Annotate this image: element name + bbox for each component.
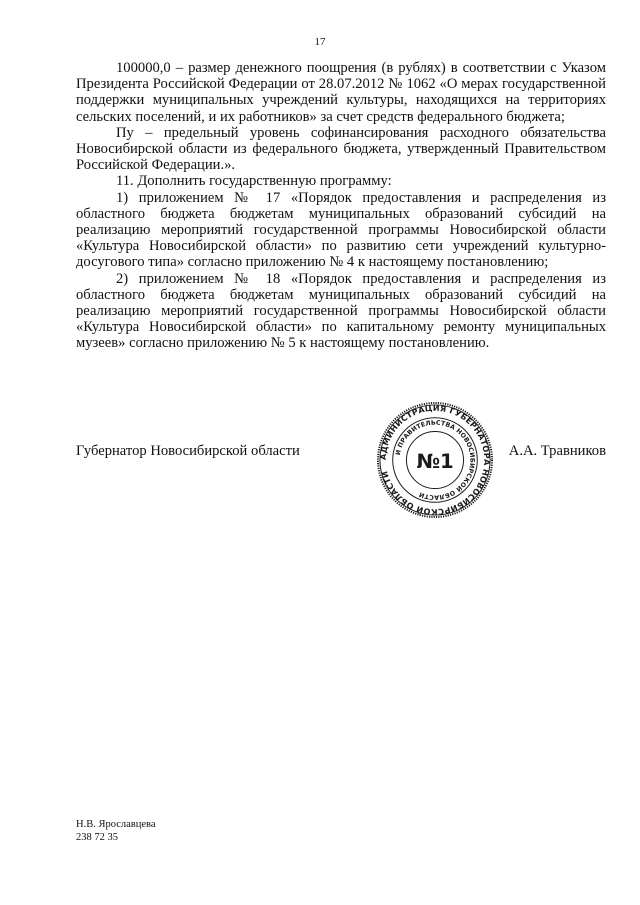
paragraph-reward-amount: 100000,0 – размер денежного поощрения (в рублях) в соответствии с Указом Президента Российской Федерации от 28.07.2012 № 1062 «О мерах государственной поддержки муниципальных учреждений культуры, находящихся на территориях сельских поселений, и их работников» за счет средств федерального бюджета; bbox=[76, 60, 606, 125]
executor-name: Н.В. Ярославцева bbox=[76, 819, 156, 830]
seal-inner-text: И ПРАВИТЕЛЬСТВА НОВОСИБИРСКОЙ ОБЛАСТИ bbox=[394, 419, 476, 501]
signature-block bbox=[76, 443, 606, 463]
paragraph-appendix-18: 2) приложением № 18 «Порядок предоставления и распределения из областного бюджета бюджетам муниципальных образований субсидий на реализацию мероприятий государственной программы Новосибирской области «Культура Новосибирской области» по капитальному ремонту муниципальных музеев» согласно приложению № 5 к настоящему постановлению. bbox=[76, 270, 606, 352]
seal-outer-text: АДМИНИСТРАЦИЯ ГУБЕРНАТОРА НОВОСИБИРСКОЙ ОБЛАСТИ bbox=[378, 403, 492, 517]
signatory-position: Губернатор Новосибирской области bbox=[76, 443, 300, 459]
official-seal-stamp bbox=[376, 401, 494, 519]
executor-info bbox=[76, 818, 156, 844]
page-number: 17 bbox=[314, 36, 326, 48]
seal-number: №1 bbox=[416, 449, 454, 473]
signatory-name: А.А. Травников bbox=[508, 443, 606, 459]
executor-phone: 238 72 35 bbox=[76, 832, 118, 843]
paragraph-amend-program: 11. Дополнить государственную программу: bbox=[116, 173, 392, 190]
document-body bbox=[76, 60, 606, 352]
paragraph-appendix-17: 1) приложением № 17 «Порядок предоставления и распределения из областного бюджета бюджетам муниципальных образований субсидий на реализацию мероприятий государственной программы Новосибирской области «Культура Новосибирской области» по развитию сети учреждений культурно-досугового типа» согласно приложению № 4 к настоящему постановлению; bbox=[76, 189, 606, 271]
paragraph-cofinancing-level: Пу – предельный уровень софинансирования расходного обязательства Новосибирской области из федерального бюджета, утвержденный Правительством Российской Федерации.». bbox=[76, 124, 606, 174]
